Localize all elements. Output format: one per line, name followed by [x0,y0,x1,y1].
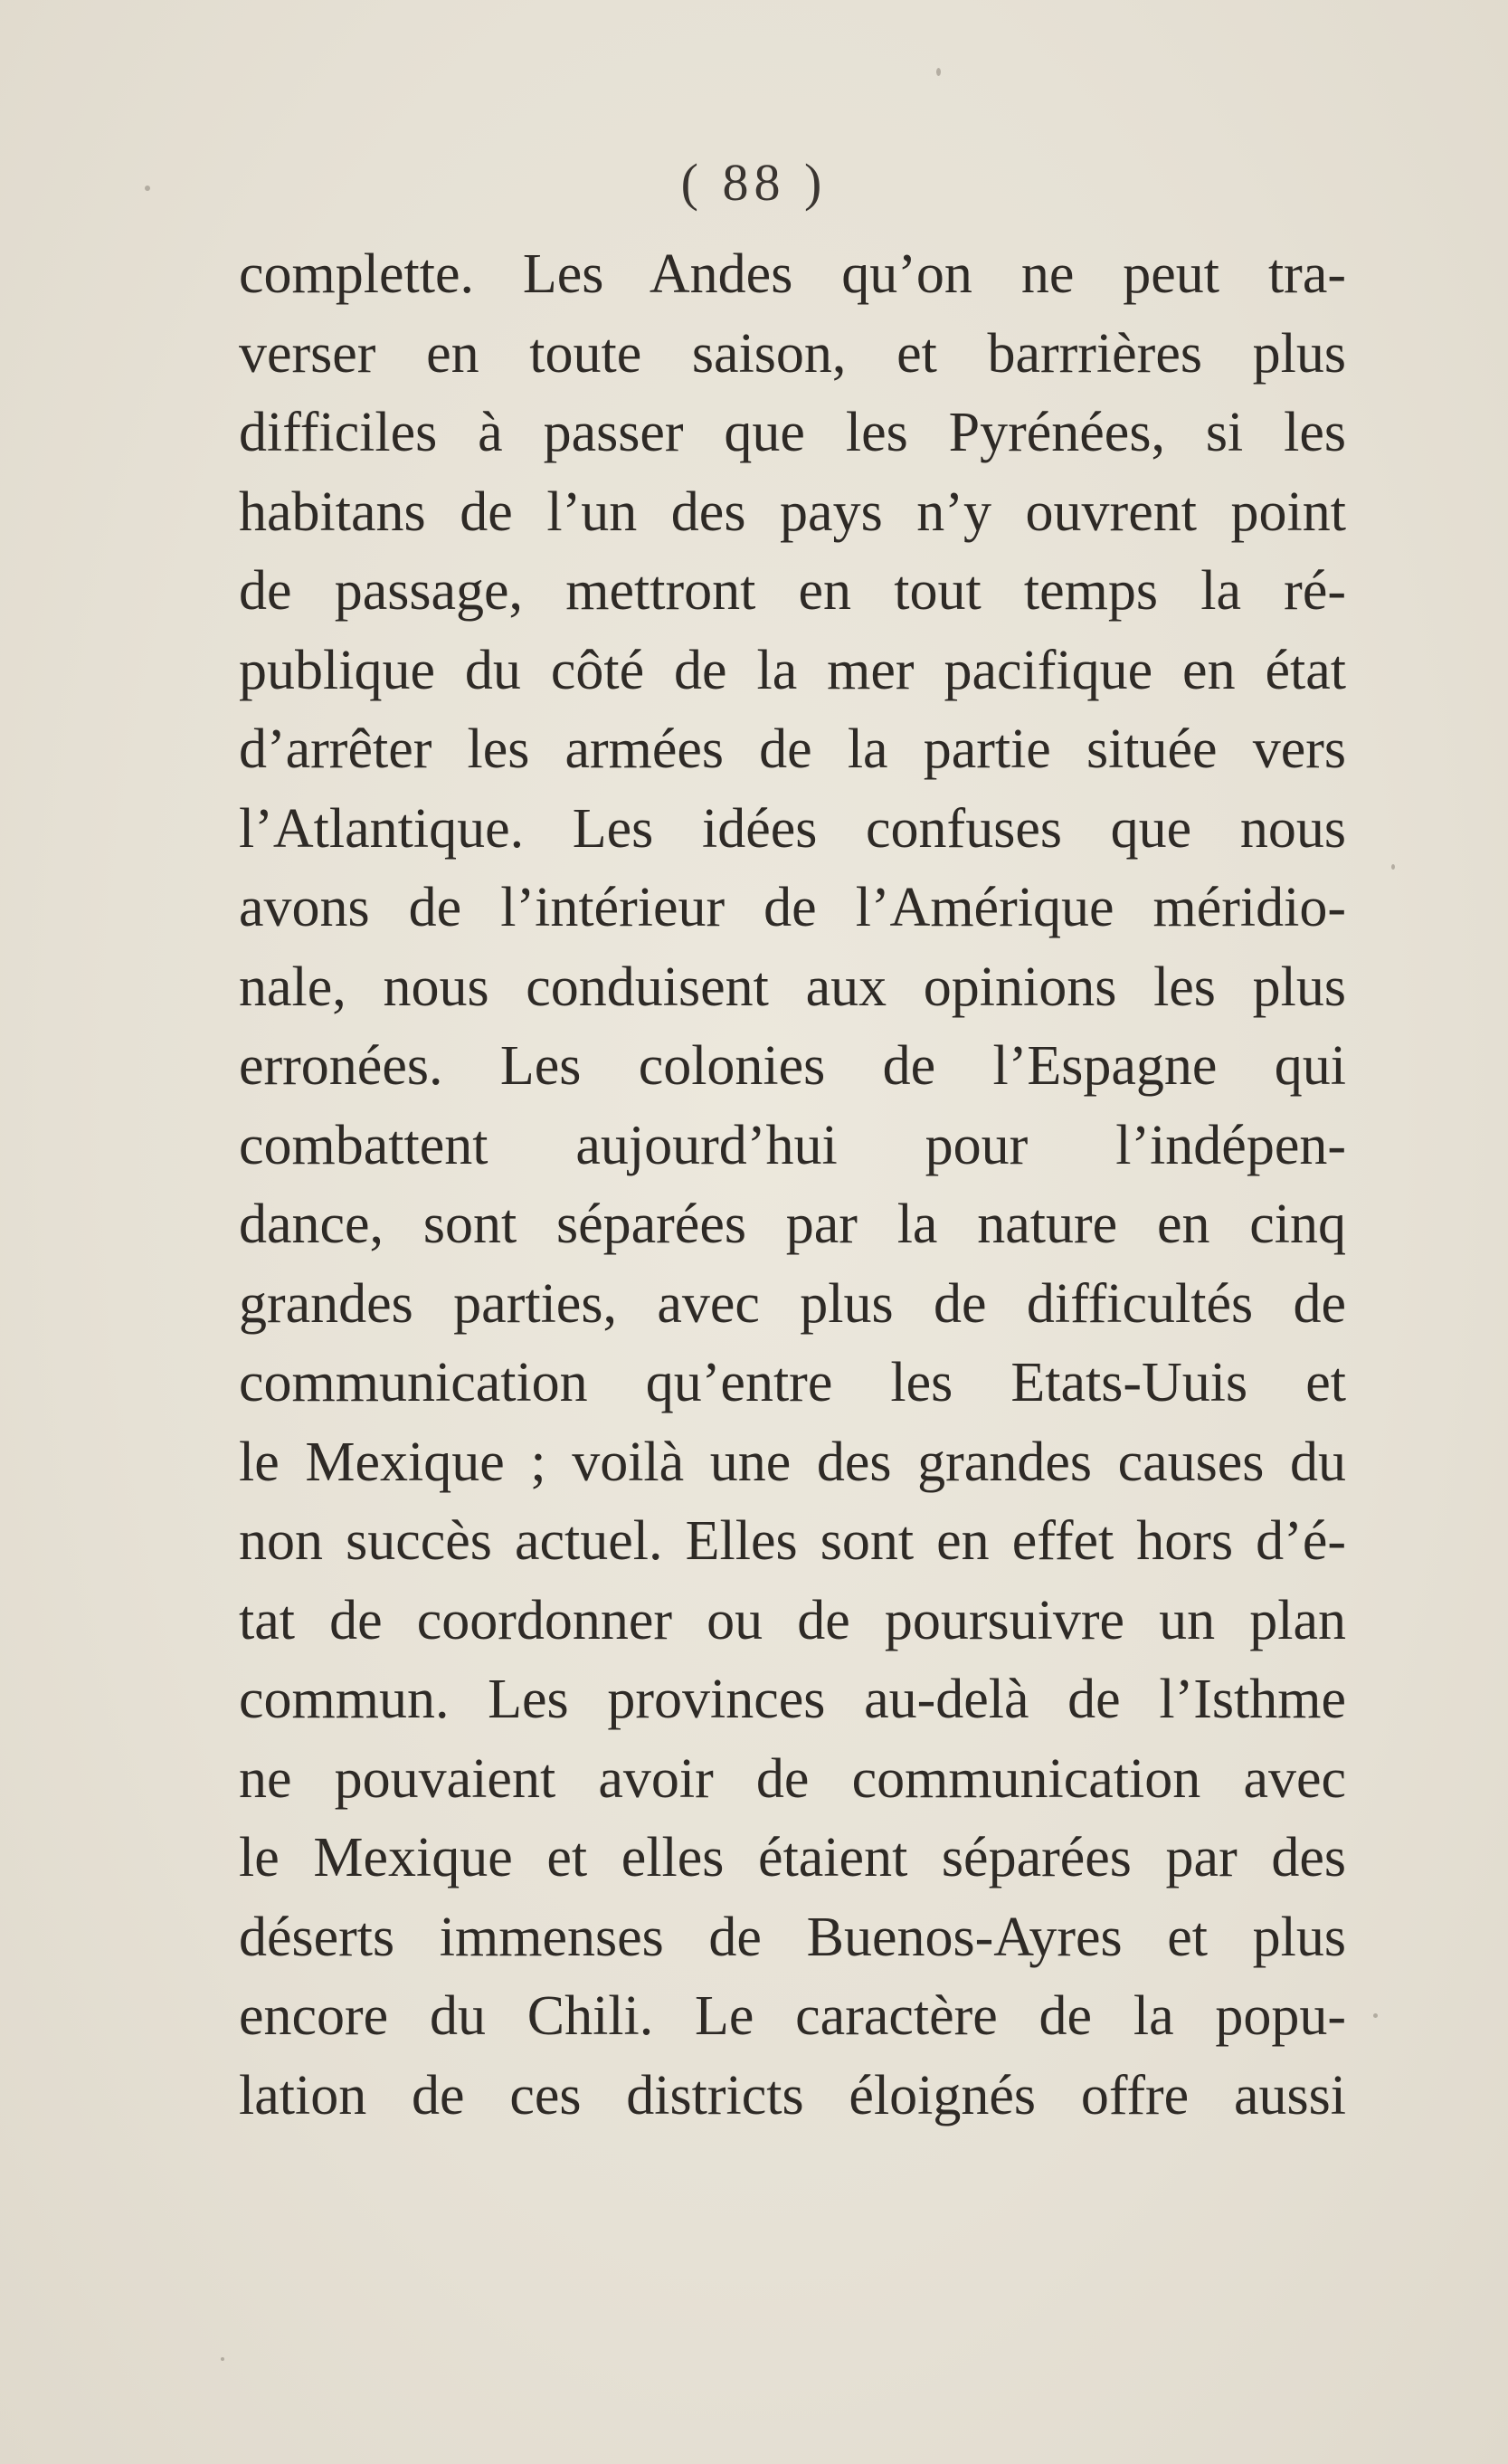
page-number: ( 88 ) [680,153,828,212]
text-line: communication qu’entre les Etats-Uuis et [239,1352,1346,1413]
text-line: erronées. Les colonies de l’Espagne qui [239,1035,1346,1097]
text-line: verser en toute saison, et barrrières plus [239,322,1346,385]
text-line: ne pouvaient avoir de communication avec [239,1747,1346,1810]
text-line: nale, nous conduisent aux opinions les plus [239,956,1346,1018]
paper-speck [1391,864,1395,870]
text-line: déserts immenses de Buenos-Ayres et plus [239,1906,1346,1968]
text-line: non succès actuel. Elles sont en effet hors d’é- [239,1510,1346,1572]
text-line: encore du Chili. Le caractère de la popu- [239,1985,1346,2047]
body-text [239,235,1346,2136]
text-line: le Mexique ; voilà une des grandes causes du [239,1431,1346,1493]
text-line: dance, sont séparées par la nature en cinq [239,1194,1346,1255]
text-line: complette. Les Andes qu’on ne peut tra- [239,243,1346,305]
paper-speck [145,186,150,191]
paper-speck [1373,2013,1378,2018]
text-line: l’Atlantique. Les idées confuses que nous [239,797,1346,860]
text-line: grandes parties, avec plus de difficultés de [239,1272,1346,1335]
paper-speck [221,2357,224,2361]
text-line: d’arrêter les armées de la partie située vers [239,718,1346,780]
text-line: habitans de l’un des pays n’y ouvrent point [239,480,1346,543]
text-line: commun. Les provinces au-delà de l’Isthme [239,1669,1346,1730]
text-line: difficiles à passer que les Pyrénées, si les [239,402,1346,463]
text-line: avons de l’intérieur de l’Amérique méridio- [239,877,1346,938]
text-line: tat de coordonner ou de poursuivre un plan [239,1589,1346,1651]
text-line: publique du côté de la mer pacifique en état [239,639,1346,701]
text-line: lation de ces districts éloignés offre aussi [239,2064,1346,2126]
text-line: le Mexique et elles étaient séparées par des [239,1827,1346,1888]
paper-speck [936,68,941,76]
text-line: combattent aujourd’hui pour l’indépen- [239,1114,1346,1176]
text-line: de passage, mettront en tout temps la ré- [239,560,1346,622]
